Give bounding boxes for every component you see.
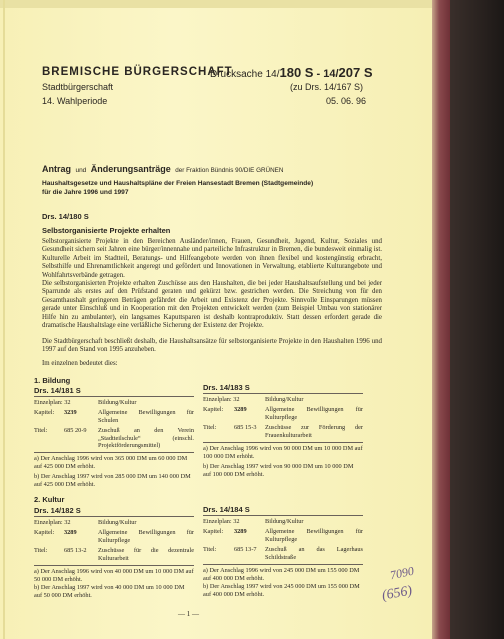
drucksache-sep: - 14/	[313, 68, 339, 80]
titel-number: 685 13-2	[64, 547, 87, 554]
titel-desc: Zuschuß an das Lagerhaus Schildstraße	[265, 546, 363, 561]
value: 32	[233, 396, 240, 403]
drucksache-num2: 207 S	[338, 65, 373, 80]
ressort: Bildung/Kultur	[98, 519, 137, 526]
binding-edge	[0, 0, 432, 8]
divider	[34, 396, 194, 397]
titel-label: Titel:	[203, 546, 217, 553]
entry-heading-kultur: 2. Kultur	[34, 495, 65, 504]
section-heading: Selbstorganisierte Projekte erhalten	[42, 226, 171, 235]
value: 32	[233, 518, 240, 525]
einzelplan-label	[34, 399, 71, 407]
paragraph-3: Die Stadtbürgerschaft beschließt deshalb, die Haushaltsansätze für selbstorganisierte Projekte in den Haushalten 1996 und 1997 auf den Stand von 1995 anzuheben.	[42, 338, 382, 354]
title-und: und	[75, 167, 87, 174]
paragraph-2: Die selbstorganisierten Projekte erhalten Zuschüsse aus den Haushalten, die bei jeder Haushaltsaufstellung und bei jeder Sparrunde als erstes auf den Prüfstand geraten und gekürzt bzw. gestrichen werden. Die Streichung von für den Gesamthaushalt geringeren Beträgen gefährdet die Arbeit und Existenz der Projekte. Sinnvolle Einsparungen müssen gerade unter Einschluß und in Kooperation mit den Projekten entwickelt werden (zum Beispiel Umbau von stationärer Hilfe hin zu ambulanter), ein langsames Kaputtsparen ist deshalb kontraproduktiv. Statt dessen erfordert gerade die dramatische Haushaltslage eine verläßliche Sicherung der Existenz der Projekte.	[42, 280, 382, 330]
kapitel-number: 3289	[234, 406, 247, 413]
value: 32	[64, 399, 71, 406]
divider	[203, 393, 363, 394]
entry-drs: Drs. 14/183 S	[203, 383, 250, 392]
titel-label: Titel:	[34, 547, 48, 554]
titel-desc: Zuschüsse zur Förderung der Frauenkulturarbeit	[265, 424, 363, 439]
section-drs: Drs. 14/180 S	[42, 212, 89, 221]
entry-heading-bildung: 1. Bildung	[34, 376, 71, 385]
ressort: Bildung/Kultur	[265, 518, 304, 525]
binder-cover	[432, 0, 450, 639]
ressort: Bildung/Kultur	[98, 399, 137, 406]
body-name: Stadtbürgerschaft	[42, 82, 114, 92]
kapitel-label: Kapitel:	[34, 409, 55, 416]
label: Einzelplan:	[34, 399, 63, 406]
titel-desc: Zuschüsse für die dezentrale Kulturarbeit	[98, 547, 194, 562]
titel-number: 685 20-9	[64, 427, 87, 434]
divider	[34, 452, 194, 453]
change-1996: a) Der Anschlag 1996 wird von 90 000 DM um 10 000 DM auf 100 000 DM erhöht.	[203, 445, 363, 460]
kapitel-desc: Allgemeine Bewilligungen für Kulturpflege	[265, 528, 363, 543]
titel-number: 685 15-3	[234, 424, 257, 431]
subject-line-1: Haushaltsgesetze und Haushaltspläne der Freien Hansestadt Bremen (Stadtgemeinde)	[42, 180, 314, 187]
drucksache-number	[210, 65, 373, 80]
binder-edge	[450, 0, 504, 639]
change-1996: a) Der Anschlag 1996 wird von 40 000 DM um 10 000 DM auf 50 000 DM erhöht.	[34, 568, 194, 583]
change-1996: a) Der Anschlag 1996 wird von 365 000 DM um 60 000 DM auf 425 000 DM erhöht.	[34, 455, 188, 470]
entry-drs: Drs. 14/182 S	[34, 506, 81, 515]
titel-number: 685 13-7	[234, 546, 257, 553]
period: 14. Wahlperiode	[42, 96, 108, 106]
subject-line-2: für die Jahre 1996 und 1997	[42, 189, 129, 196]
parliament-name: BREMISCHE BÜRGERSCHAFT	[42, 66, 233, 78]
einzelplan-label	[203, 396, 240, 404]
page-number: — 1 —	[178, 610, 199, 618]
divider	[34, 565, 194, 566]
title-fraktion: der Fraktion Bündnis 90/DIE GRÜNEN	[175, 167, 284, 174]
entry-drs: Drs. 14/181 S	[34, 386, 81, 395]
kapitel-label: Kapitel:	[203, 528, 224, 535]
divider	[203, 564, 363, 565]
kapitel-number: 3289	[234, 528, 247, 535]
kapitel-number: 3289	[64, 529, 77, 536]
page-fold	[3, 0, 5, 639]
kapitel-label: Kapitel:	[34, 529, 55, 536]
paragraph-1: Selbstorganisierte Projekte in den Bereichen Ausländer/innen, Frauen, Gesundheit, Jugend, Kultur, Soziales und Gesundheit sichern seit Jahren eine bürger/innennahe und parteiliche Infrastruktur in Bremen, die bundesweit einmalig ist. Kulturelle Arbeit im Stadtteil, Beratungs- und Hilfeangebote werden von ihnen flexibel und kostengünstig erbracht, Selbsthilfe und Ehrenamtlichkeit angeregt und gefördert und Innovationen in Verwaltung, etablierte Kulturangebote und Wohlfahrtsverbände getragen.	[42, 238, 382, 279]
ressort: Bildung/Kultur	[265, 396, 304, 403]
document-title	[42, 159, 283, 177]
title-antrag: Antrag	[42, 164, 71, 174]
change-1997: b) Der Anschlag 1997 wird von 40 000 DM um 10 000 DM auf 50 000 DM erhöht.	[34, 584, 185, 599]
change-1997: b) Der Anschlag 1997 wird von 90 000 DM um 10 000 DM auf 100 000 DM erhöht.	[203, 463, 354, 478]
value: 32	[64, 519, 71, 526]
title-aenderung: Änderungsanträge	[90, 164, 171, 174]
drucksache-num1: 180 S	[279, 65, 314, 80]
kapitel-number: 3239	[64, 409, 77, 416]
paragraph-4: Im einzelnen bedeutet dies:	[42, 360, 118, 367]
handwritten-number-1: 7090	[388, 563, 416, 583]
change-1997: b) Der Anschlag 1997 wird von 285 000 DM um 140 000 DM auf 425 000 DM erhöht.	[34, 473, 191, 488]
kapitel-desc: Allgemeine Bewilligungen für Kulturpflege	[265, 406, 363, 421]
divider	[203, 515, 363, 516]
change-1996: a) Der Anschlag 1996 wird von 245 000 DM um 155 000 DM auf 400 000 DM erhöht.	[203, 567, 360, 582]
drucksache-prefix: Drucksache 14/	[210, 69, 280, 80]
titel-label: Titel:	[34, 427, 48, 434]
einzelplan-label	[34, 519, 71, 527]
date: 05. 06. 96	[326, 96, 367, 106]
change-1997: b) Der Anschlag 1997 wird von 245 000 DM um 155 000 DM auf 400 000 DM erhöht.	[203, 583, 360, 598]
kapitel-label: Kapitel:	[203, 406, 224, 413]
label: Einzelplan:	[203, 518, 232, 525]
handwritten-number-2: (656)	[380, 583, 414, 604]
einzelplan-label	[203, 518, 240, 526]
kapitel-desc: Allgemeine Bewilligungen für Kulturpflege	[98, 529, 194, 544]
kapitel-desc: Allgemeine Bewilligungen für Schulen	[98, 409, 194, 424]
label: Einzelplan:	[34, 519, 63, 526]
label: Einzelplan:	[203, 396, 232, 403]
titel-label: Titel:	[203, 424, 217, 431]
divider	[203, 442, 363, 443]
titel-desc: Zuschuß an den Verein „Stadtteilschule“ (einschl. Projektförderungsmittel)	[98, 427, 194, 450]
reference: (zu Drs. 14/167 S)	[290, 82, 364, 92]
divider	[34, 516, 194, 517]
entry-drs: Drs. 14/184 S	[203, 505, 250, 514]
